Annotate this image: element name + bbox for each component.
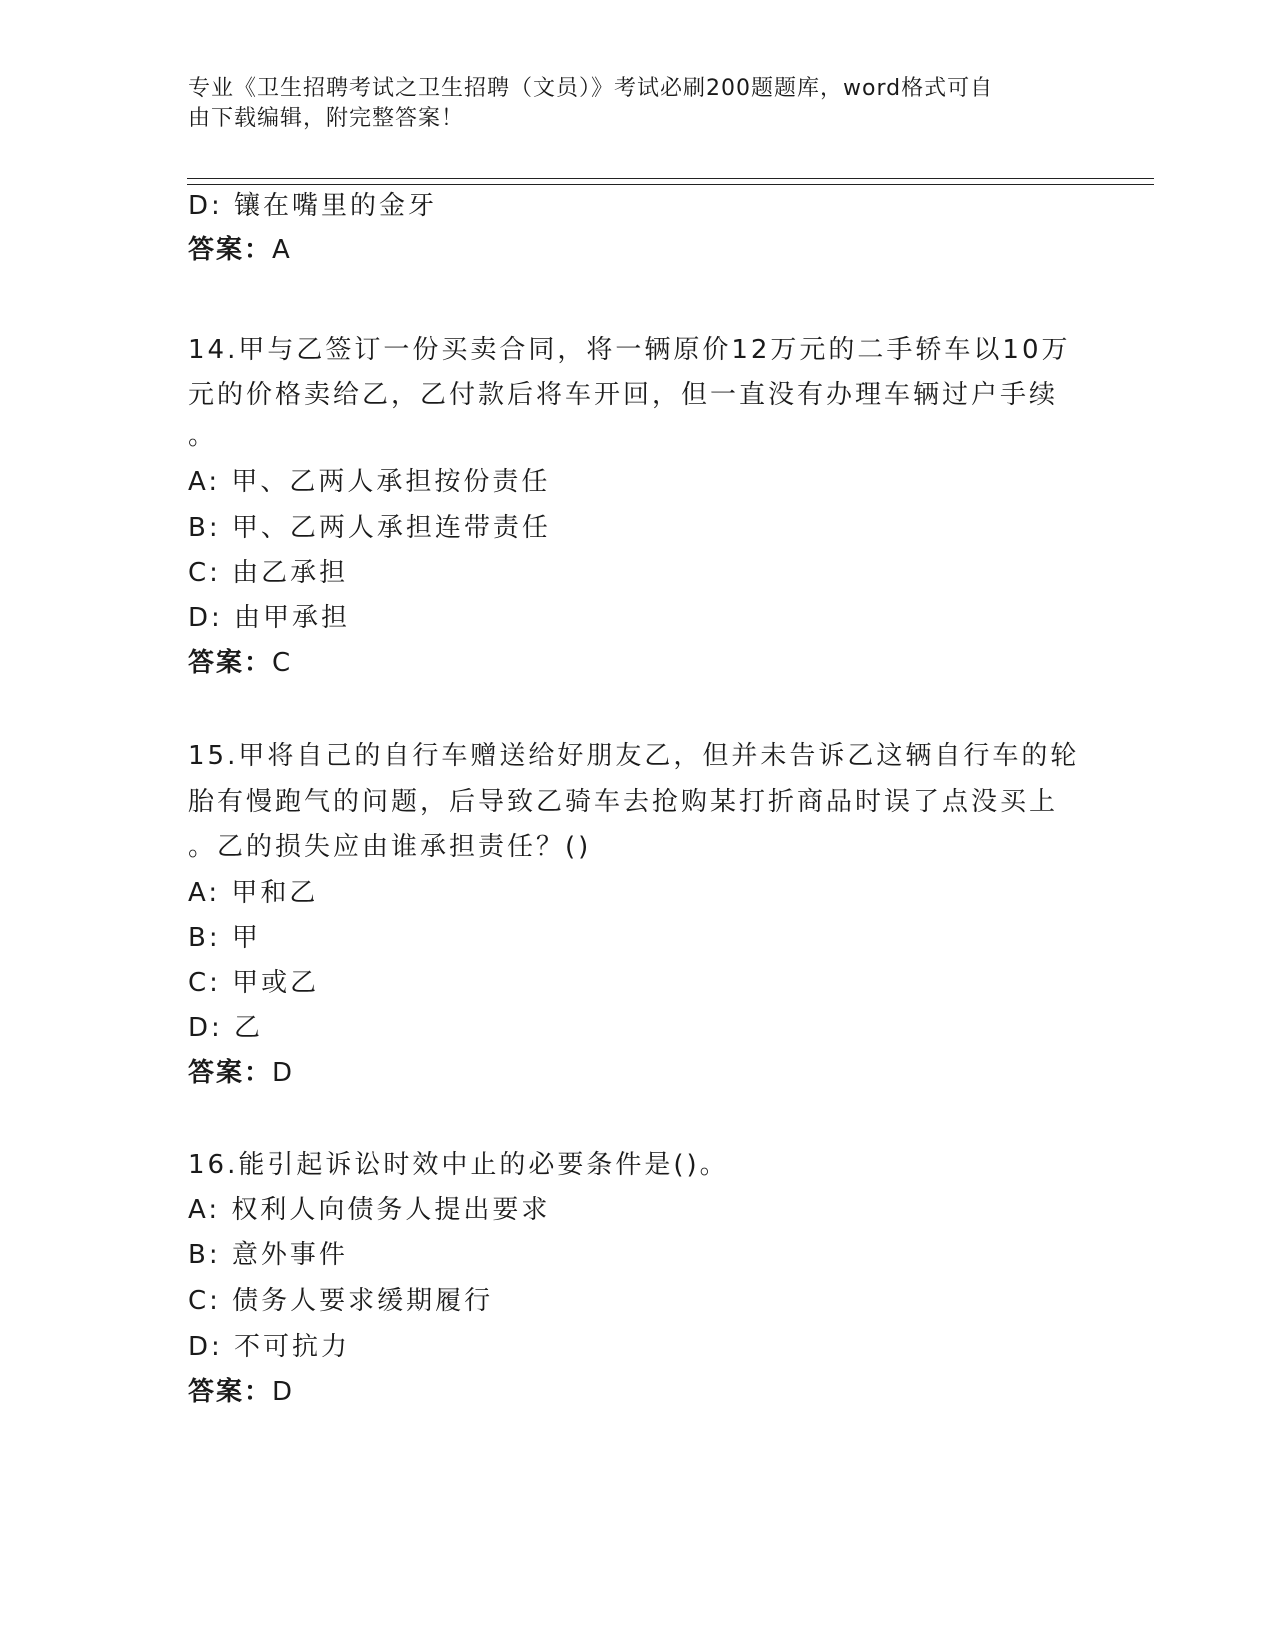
q16-stem-line-1: 16.能引起诉讼时效中止的必要条件是()。 (188, 1150, 729, 1180)
q14-option-c: C: 由乙承担 (188, 558, 349, 588)
header-line-1: 专业《卫生招聘考试之卫生招聘（文员）》考试必刷200题题库，word格式可自 (188, 76, 994, 101)
answer-value: C (272, 648, 293, 678)
answer-label: 答案： (188, 235, 273, 265)
q16-option-a: A: 权利人向债务人提出要求 (188, 1195, 551, 1225)
q16-option-d: D: 不可抗力 (188, 1332, 351, 1362)
q16-answer (188, 1376, 294, 1408)
q15-option-d: D: 乙 (188, 1013, 264, 1043)
answer-label: 答案： (188, 1058, 273, 1088)
answer-value: D (272, 1058, 295, 1088)
q14-stem-line-3: 。 (188, 421, 218, 451)
q15-stem-line-2: 胎有慢跑气的问题，后导致乙骑车去抢购某打折商品时误了点没买上 (188, 787, 1059, 817)
document-header (188, 74, 1078, 134)
prev-answer (188, 234, 292, 266)
q15-stem-line-3: 。乙的损失应由谁承担责任？() (188, 832, 592, 862)
q14-answer (188, 647, 292, 679)
answer-label: 答案： (188, 1377, 273, 1407)
header-rule-top (187, 178, 1154, 179)
q14-option-b: B: 甲、乙两人承担连带责任 (188, 513, 551, 543)
q15-option-a: A: 甲和乙 (188, 878, 319, 908)
q16-option-b: B: 意外事件 (188, 1240, 348, 1270)
answer-value: A (272, 235, 292, 265)
answer-value: D (272, 1377, 295, 1407)
q15-answer (188, 1057, 294, 1089)
q16-option-c: C: 债务人要求缓期履行 (188, 1286, 494, 1316)
q15-option-c: C: 甲或乙 (188, 968, 320, 998)
q14-stem-line-2: 元的价格卖给乙，乙付款后将车开回，但一直没有办理车辆过户手续 (188, 380, 1059, 410)
q14-stem-line-1: 14.甲与乙签订一份买卖合同，将一辆原价12万元的二手轿车以10万 (188, 335, 1071, 365)
header-line-2: 由下载编辑，附完整答案！ (188, 106, 465, 131)
q14-option-d: D: 由甲承担 (188, 603, 351, 633)
answer-label: 答案： (188, 648, 273, 678)
q15-stem-line-1: 15.甲将自己的自行车赠送给好朋友乙，但并未告诉乙这辆自行车的轮 (188, 741, 1080, 771)
header-rule-bottom (187, 184, 1154, 185)
q15-option-b: B: 甲 (188, 923, 261, 953)
prev-option-d: D: 镶在嘴里的金牙 (188, 191, 438, 221)
q14-option-a: A: 甲、乙两人承担按份责任 (188, 467, 551, 497)
